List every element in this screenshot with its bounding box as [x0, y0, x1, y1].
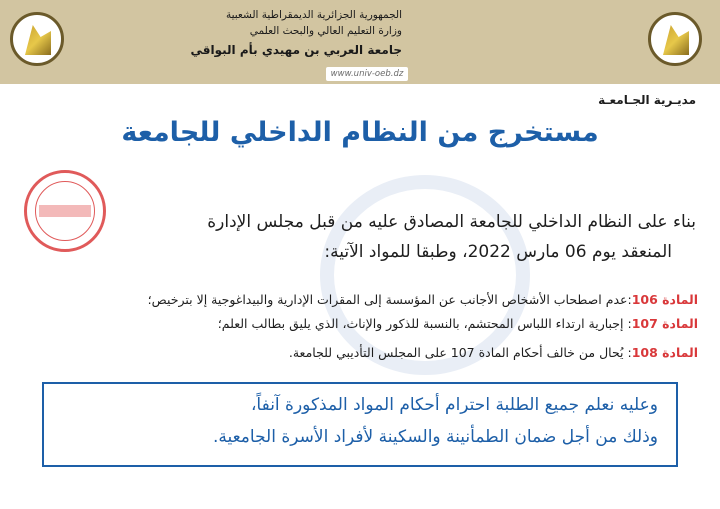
closing-notice-box [42, 382, 678, 467]
document-title: مستخرج من النظام الداخلي للجامعة [121, 117, 599, 148]
closing-line-2: وذلك من أجل ضمان الطمأنينة والسكينة لأفراد الأسرة الجامعية. [212, 427, 658, 447]
letterhead-band [0, 0, 720, 84]
official-stamp [24, 170, 106, 252]
republic-name: الجمهورية الجزائرية الديمقراطية الشعبية [225, 9, 402, 21]
article-label: المادة 106 [631, 292, 698, 307]
ministry-name: وزارة التعليم العالي والبحث العلمي [249, 25, 402, 37]
university-logo-right [648, 12, 702, 66]
university-name: جامعة العربي بن مهيدي بأم البواقي [190, 43, 402, 57]
article-107 [218, 316, 698, 331]
article-text: :عدم اصطحاب الأشخاص الأجانب عن المؤسسة إلى المقرات الإدارية والبيداغوجية إلا بترخيص؛ [147, 292, 632, 307]
article-text: : إجبارية ارتداء اللباس المحتشم، بالنسبة للذكور والإناث، الذي يليق بطالب العلم؛ [217, 316, 632, 331]
intro-line-1: بناء على النظام الداخلي للجامعة المصادق عليه من قبل مجلس الإدارة [207, 212, 696, 232]
article-text: : يُحال من خالف أحكام المادة 107 على المجلس التأديبي للجامعة. [288, 345, 632, 360]
article-label: المادة 107 [631, 316, 698, 331]
closing-line-1: وعليه نعلم جميع الطلبة احترام أحكام المواد المذكورة آنفاً، [250, 395, 658, 415]
department-label: مديـرية الجـامعـة [598, 93, 696, 107]
intro-line-2: المنعقد يوم 06 مارس 2022، وطبقا للمواد الآتية: [324, 242, 672, 262]
article-108 [289, 345, 698, 360]
article-106 [148, 292, 698, 307]
university-logo-left [10, 12, 64, 66]
article-label: المادة 108 [631, 345, 698, 360]
university-url: www.univ-oeb.dz [326, 67, 408, 81]
